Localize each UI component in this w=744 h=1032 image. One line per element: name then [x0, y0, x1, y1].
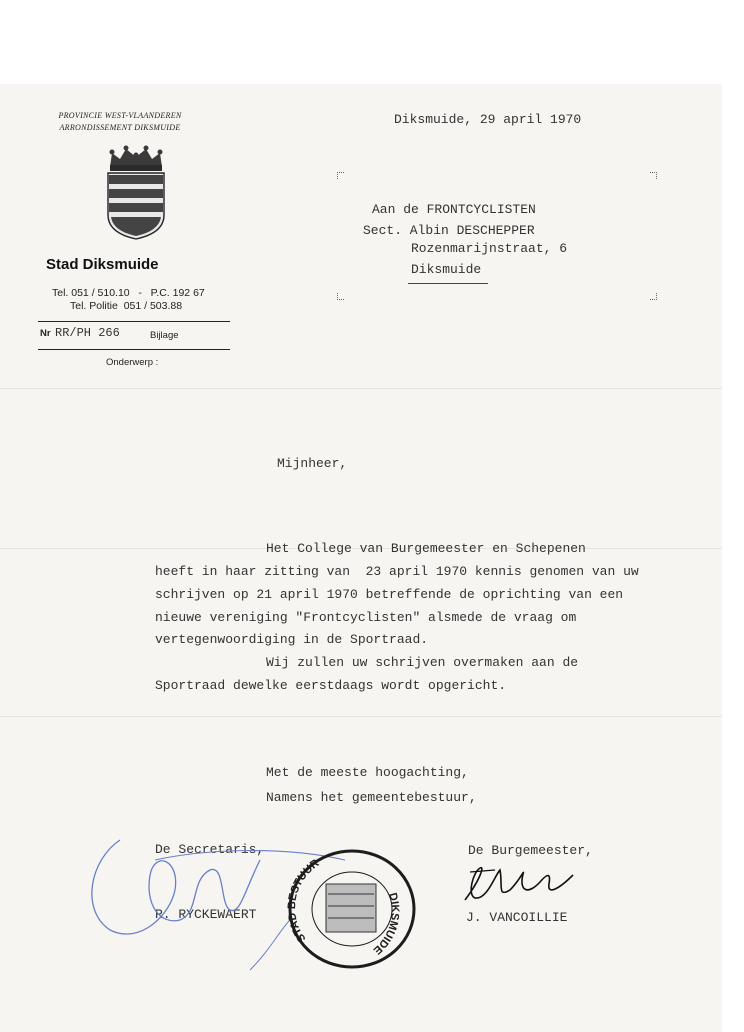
police-telephone-line: Tel. Politie 051 / 503.88 [70, 300, 183, 312]
window-corner [650, 172, 657, 179]
fold-line [0, 716, 722, 717]
subject-label: Onderwerp : [106, 357, 159, 368]
stamp-text-bottom: DIKSMUIDE [370, 891, 401, 957]
divider [38, 349, 230, 350]
secretary-name: R. RYCKEWAERT [155, 907, 257, 922]
recipient-line-3: Rozenmarijnstraat, 6 [411, 241, 568, 256]
nr-label: Nr [40, 328, 51, 339]
recipient-line-1: Aan de FRONTCYCLISTEN [372, 202, 536, 217]
reference-number: RR/PH 266 [55, 326, 120, 340]
body-line: schrijven op 21 april 1970 betreffende de oprichting van een [155, 587, 624, 602]
bijlage-label: Bijlage [150, 330, 179, 341]
city-name: Stad Diksmuide [46, 256, 159, 273]
stamp-text-top: STAD BESTUUR [285, 857, 322, 945]
body-line: vertegenwoordiging in de Sportraad. [155, 632, 429, 647]
closing-line-2: Namens het gemeentebestuur, [266, 790, 477, 805]
recipient-underline [408, 283, 488, 284]
window-corner [337, 293, 344, 300]
coat-of-arms-icon [104, 145, 168, 241]
closing-line-1: Met de meeste hoogachting, [266, 765, 469, 780]
window-corner [650, 293, 657, 300]
window-corner [337, 172, 344, 179]
mayor-title: De Burgemeester, [468, 843, 593, 858]
secretary-title: De Secretaris, [155, 842, 265, 857]
mayor-signature-icon [455, 860, 585, 910]
fold-line [0, 388, 722, 389]
divider [38, 321, 230, 322]
district-label: ARRONDISSEMENT DIKSMUIDE [59, 123, 181, 132]
salutation: Mijnheer, [277, 456, 348, 471]
recipient-line-4: Diksmuide [411, 262, 482, 277]
mayor-name: J. VANCOILLIE [466, 910, 568, 925]
body-line: Het College van Burgemeester en Schepenen [266, 541, 586, 556]
body-line: Wij zullen uw schrijven overmaken aan de [266, 655, 579, 670]
letter-date: Diksmuide, 29 april 1970 [394, 112, 582, 127]
body-line: nieuwe vereniging "Frontcyclisten" alsmede de vraag om [155, 610, 577, 625]
province-label: PROVINCIE WEST-VLAANDEREN [58, 111, 182, 120]
telephone-line: Tel. 051 / 510.10 - P.C. 192 67 [52, 287, 205, 299]
official-stamp-icon [284, 844, 424, 974]
body-line: Sportraad dewelke eerstdaags wordt opgericht. [155, 678, 507, 693]
recipient-line-2: Sect. Albin DESCHEPPER [363, 223, 535, 238]
body-line: heeft in haar zitting van 23 april 1970 kennis genomen van uw [155, 564, 639, 579]
